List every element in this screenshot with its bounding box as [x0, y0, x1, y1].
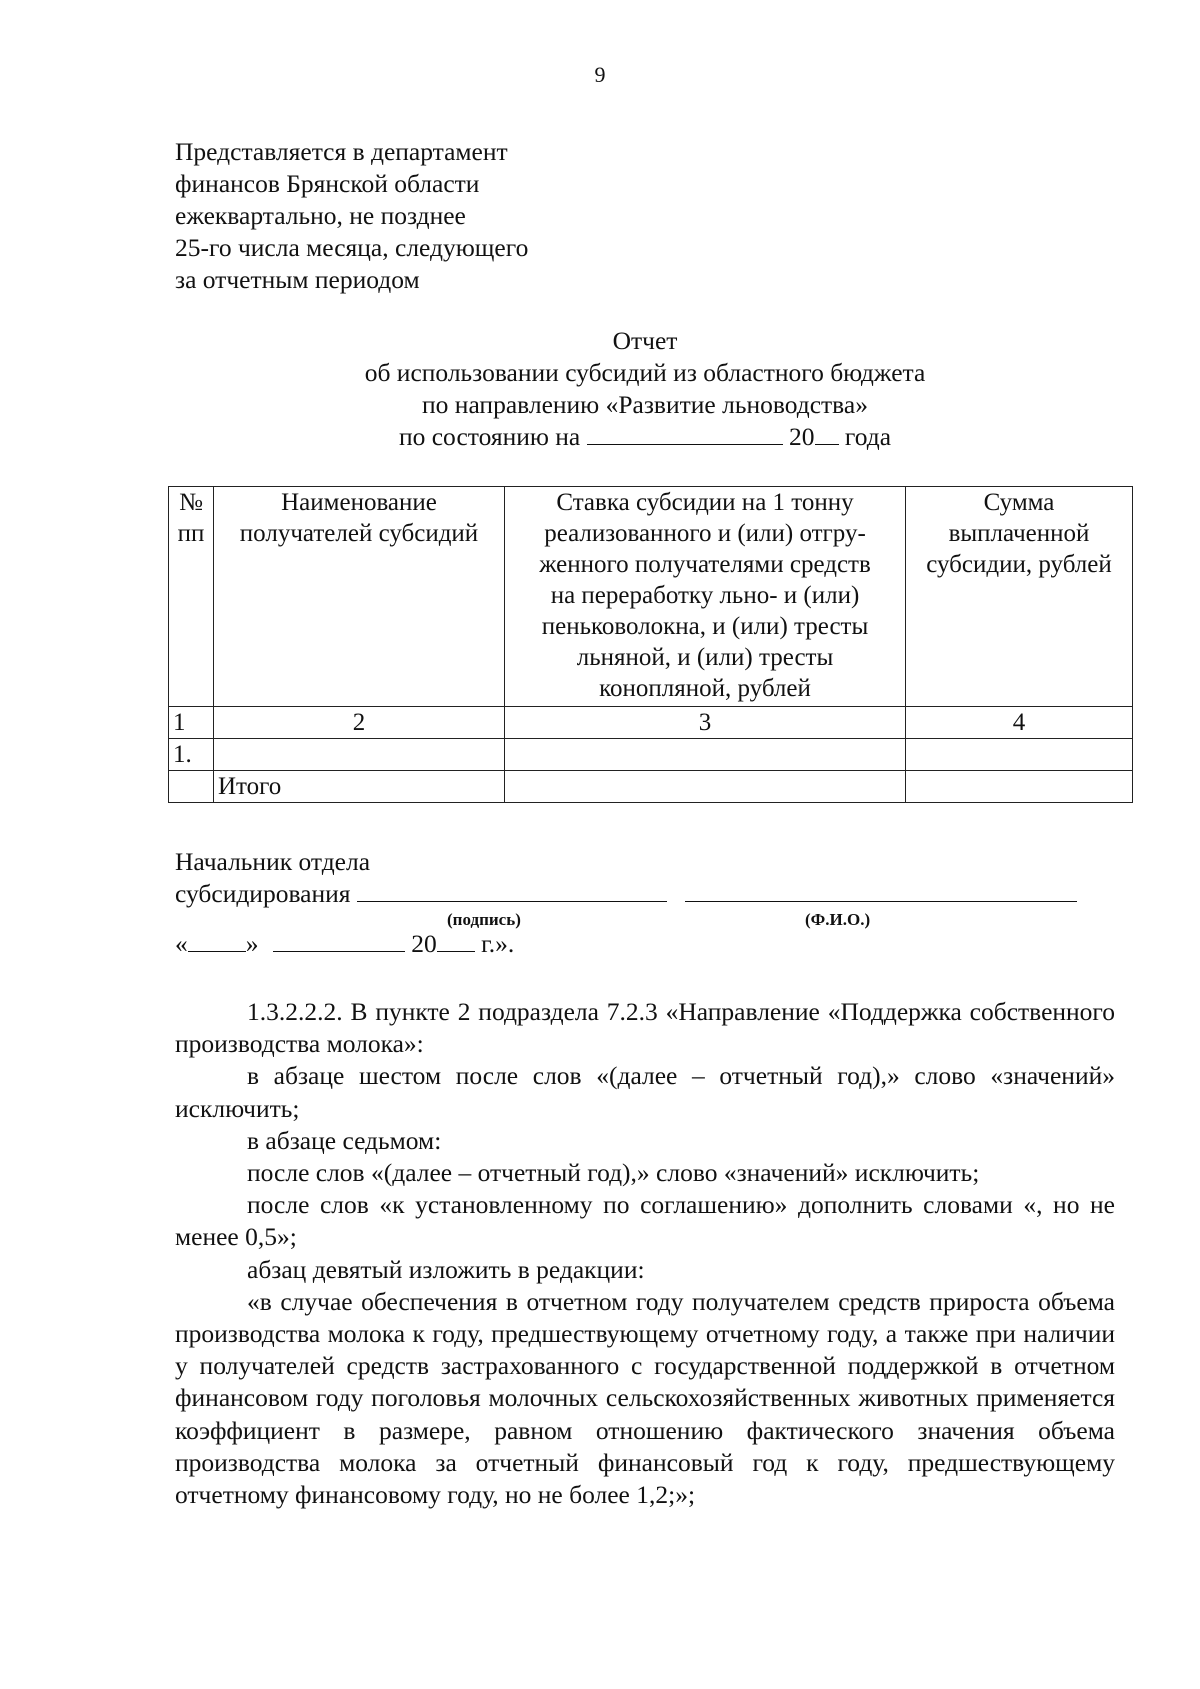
signature-line: [357, 879, 667, 902]
date-day-line: [188, 929, 246, 952]
signatory-position: Начальник отдела: [175, 847, 371, 876]
date-quote-close: »: [245, 929, 259, 958]
report-title: [0, 325, 1200, 453]
submission-note-line: 25-го числа месяца, следующего: [175, 233, 529, 262]
report-table: [168, 486, 1133, 803]
paragraph: в абзаце седьмом:: [247, 1125, 442, 1155]
table-header-row: [169, 487, 1133, 707]
report-date-suffix: года: [844, 422, 892, 451]
date-suffix: г.».: [481, 929, 515, 958]
report-title-subject: об использовании субсидий из областного бюджета: [364, 358, 926, 387]
header-cell-rate: Ставка субсидии на 1 тонну реализованного и (или) отгру- женного получателями средств на переработку льно- и (или) пеньковолокна, и (или) тресты льняной, и (или) тресты конопляной, рублей: [505, 487, 906, 707]
header-cell-recipient: Наименование получателей субсидий: [214, 487, 505, 707]
signature-block: [175, 846, 1077, 960]
header-cell-number: № пп: [169, 487, 214, 707]
submission-note-line: ежеквартально, не позднее: [175, 201, 466, 230]
table-cell: [169, 771, 214, 803]
date-month-line: [273, 929, 405, 952]
paragraph: после слов «к установленному по соглашению» дополнить словами «, но не менее 0,5»;: [175, 1190, 1115, 1252]
submission-note-line: Представляется в департамент: [175, 137, 508, 166]
page-number: 9: [594, 62, 606, 87]
table-numbering-row: [169, 707, 1133, 739]
date-year: 20: [411, 929, 437, 958]
table-total-row: [169, 771, 1133, 803]
report-date-blank: [587, 424, 783, 445]
table-cell: 2: [214, 707, 505, 739]
report-title-direction: по направлению «Развитие льноводства»: [422, 390, 868, 419]
date-quote-open: «: [175, 929, 188, 958]
table-cell: [505, 771, 906, 803]
header-cell-amount: Сумма выплаченной субсидии, рублей: [906, 487, 1133, 707]
submission-note: [175, 136, 528, 296]
report-title-heading: Отчет: [612, 326, 678, 355]
table-cell: 1: [169, 707, 214, 739]
report-date-prefix: по состоянию на: [398, 422, 581, 451]
table-cell: [505, 739, 906, 771]
table-cell: [906, 739, 1133, 771]
date-year-line: [437, 929, 475, 952]
paragraph: абзац девятый изложить в редакции:: [247, 1254, 645, 1284]
report-title-date-line: [0, 421, 1200, 453]
paragraph: «в случае обеспечения в отчетном году получателем средств прироста объема производства молока к году, предшествующему отчетному году, а также при наличии у получателей средств застрахованного с государственной поддержкой в отчетном финансовом году поголовья молочных сельскохозяйственных животных применяется коэффициент в размере, равном отношению фактического значения объема производства молока за отчетный финансовый год к году, предшествующему отчетному финансовому году, но не более 1,2;»;: [175, 1286, 1115, 1510]
submission-note-line: финансов Брянской области: [175, 169, 480, 198]
full-name-caption: (Ф.И.О.): [805, 910, 871, 929]
table-cell: 3: [505, 707, 906, 739]
paragraph: 1.3.2.2.2. В пункте 2 подраздела 7.2.3 «Направление «Поддержка собственного производства молока»:: [175, 997, 1115, 1059]
full-name-line: [685, 879, 1077, 902]
table-total-label: Итого: [214, 771, 505, 803]
table-cell: [906, 771, 1133, 803]
signatory-department: субсидирования: [175, 879, 351, 908]
table-cell: 1.: [169, 739, 214, 771]
report-date-year: 20: [789, 422, 815, 451]
signature-caption: (подпись): [447, 910, 521, 929]
submission-note-line: за отчетным периодом: [175, 265, 420, 294]
paragraph: после слов «(далее – отчетный год),» слово «значений» исключить;: [247, 1158, 980, 1188]
table-cell: [214, 739, 505, 771]
report-year-blank: [815, 424, 839, 445]
amendment-text: [175, 996, 1115, 1511]
paragraph: в абзаце шестом после слов «(далее – отчетный год),» слово «значений» исключить;: [175, 1061, 1115, 1123]
table-row: [169, 739, 1133, 771]
table-cell: 4: [906, 707, 1133, 739]
